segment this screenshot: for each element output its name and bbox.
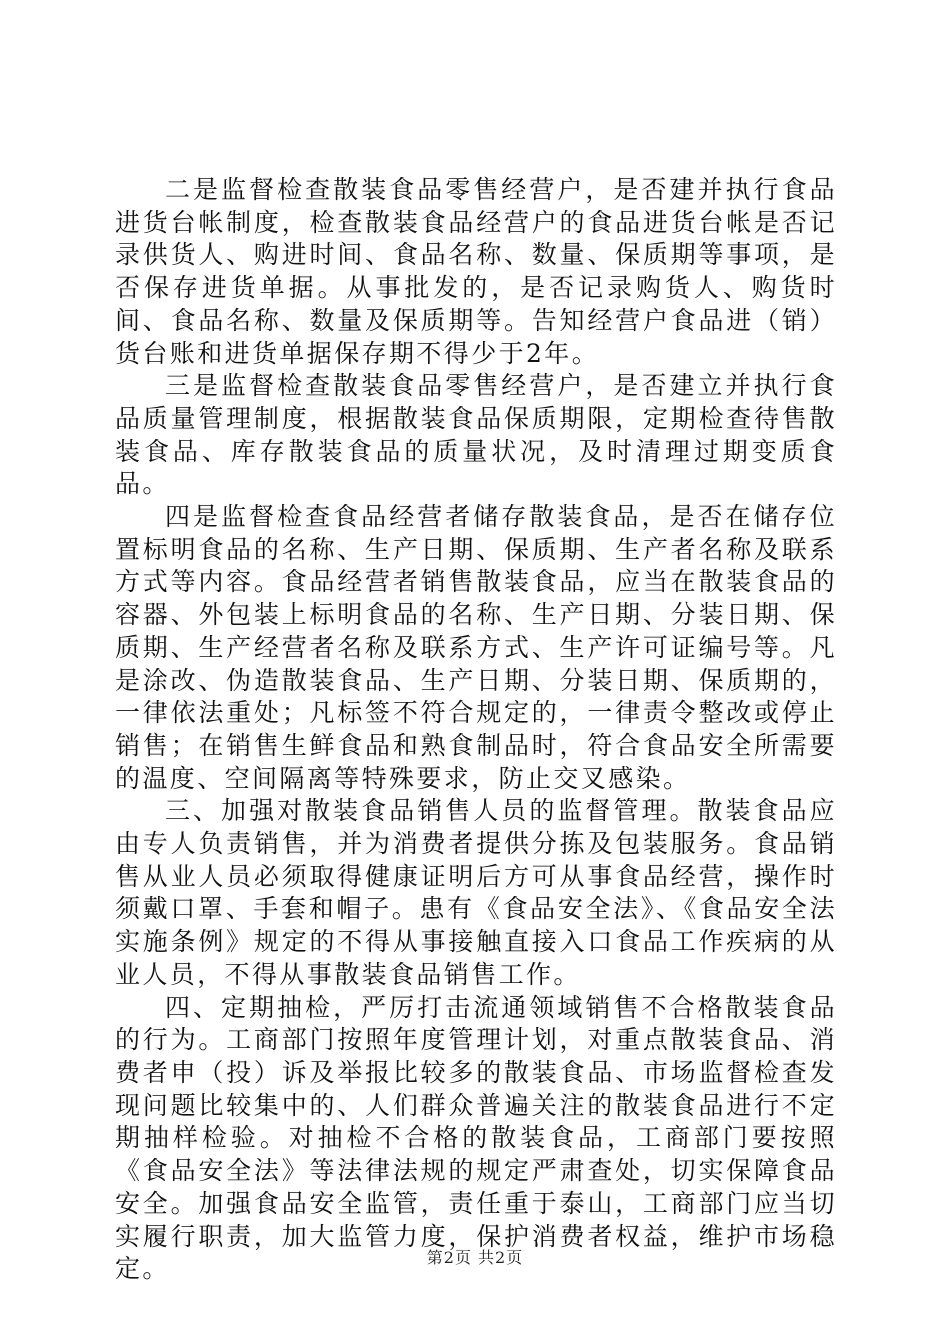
paragraph-item-2: 二是监督检查散装食品零售经营户，是否建并执行食品进货台帐制度，检查散装食品经营户的食品进货台帐是否记录供货人、购进时间、食品名称、数量、保质期等事项，是否保存进货单据。从事批发的，是否记录购货人、购货时间、食品名称、数量及保质期等。告知经营户食品进（销）货台账和进货单据保存期不得少于2年。 xyxy=(115,175,837,368)
paragraph-section-3: 三、加强对散装食品销售人员的监督管理。散装食品应由专人负责销售，并为消费者提供分拣及包装服务。食品销售从业人员必须取得健康证明后方可从事食品经营，操作时须戴口罩、手套和帽子。患有《食品安全法》、《食品安全法实施条例》规定的不得从事接触直接入口食品工作疾病的从业人员，不得从事散装食品销售工作。 xyxy=(115,796,837,989)
paragraph-item-3: 三是监督检查散装食品零售经营户，是否建立并执行食品质量管理制度，根据散装食品保质期限，定期检查待售散装食品、库存散装食品的质量状况，及时清理过期变质食品。 xyxy=(115,371,837,499)
page-number-footer: 第2页 共2页 xyxy=(426,1248,524,1267)
document-body xyxy=(115,174,837,1286)
paragraph-section-4: 四、定期抽检，严厉打击流通领域销售不合格散装食品的行为。工商部门按照年度管理计划，对重点散装食品、消费者申（投）诉及举报比较多的散装食品、市场监督检查发现问题比较集中的、人们群众普遍关注的散装食品进行不定期抽样检验。对抽检不合格的散装食品，工商部门要按照《食品安全法》等法律法规的规定严肃查处，切实保障食品安全。加强食品安全监管，责任重于泰山，工商部门应当切实履行职责，加大监管力度，保护消费者权益，维护市场稳定。 xyxy=(115,992,837,1284)
paragraph-item-4: 四是监督检查食品经营者储存散装食品，是否在储存位置标明食品的名称、生产日期、保质期、生产者名称及联系方式等内容。食品经营者销售散装食品，应当在散装食品的容器、外包装上标明食品的名称、生产日期、分装日期、保质期、生产经营者名称及联系方式、生产许可证编号等。凡是涂改、伪造散装食品、生产日期、分装日期、保质期的，一律依法重处；凡标签不符合规定的，一律责令整改或停止销售；在销售生鲜食品和熟食制品时，符合食品安全所需要的温度、空间隔离等特殊要求，防止交叉感染。 xyxy=(115,502,837,793)
